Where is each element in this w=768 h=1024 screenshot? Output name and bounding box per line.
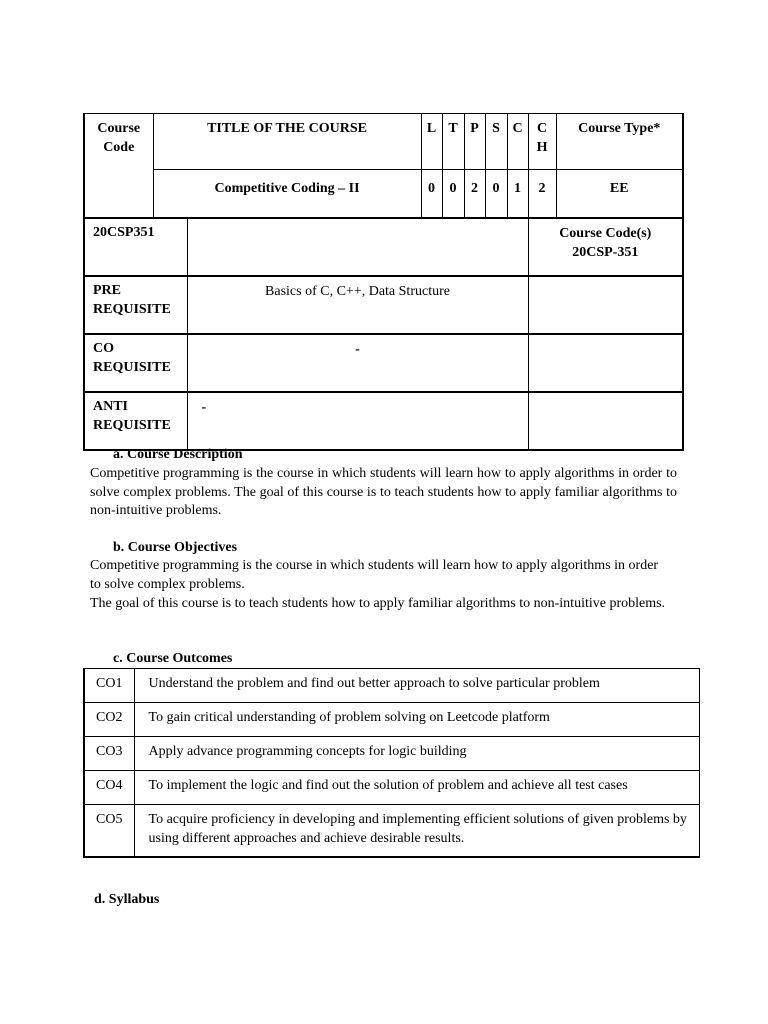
course-outcomes-heading: c. Course Outcomes [113, 651, 233, 666]
course-codes-cell [528, 218, 683, 276]
course-title: Competitive Coding – II [153, 170, 421, 219]
outcome-id: CO4 [84, 771, 134, 805]
empty-cell [528, 334, 683, 392]
pre-requisite-label: PRE REQUISITE [84, 276, 187, 334]
anti-requisite-value: - [187, 392, 528, 450]
course-code-label: Course Code [84, 114, 153, 219]
course-objectives-heading: b. Course Objectives [113, 540, 238, 555]
outcome-text: To gain critical understanding of problem solving on Leetcode platform [134, 703, 699, 737]
outcome-id: CO1 [84, 669, 134, 703]
course-objectives-line1: Competitive programming is the course in which students will learn how to apply algorithms in order to solve complex problems. [90, 558, 659, 592]
course-objectives-line2: The goal of this course is to teach students how to apply familiar algorithms to non-intuitive problems. [90, 596, 666, 611]
outcome-text: Understand the problem and find out better approach to solve particular problem [134, 669, 699, 703]
outcome-id: CO3 [84, 737, 134, 771]
outcome-text: Apply advance programming concepts for logic building [134, 737, 699, 771]
co-requisite-value: - [187, 334, 528, 392]
course-codes-value: 20CSP-351 [572, 244, 639, 260]
outcome-id: CO5 [84, 805, 134, 858]
credit-value-ch: 2 [528, 170, 556, 219]
table-row [84, 737, 699, 771]
credit-header-c: C [507, 114, 528, 170]
credit-header-l: L [421, 114, 442, 170]
empty-cell [187, 218, 528, 276]
credit-header-s: S [485, 114, 507, 170]
table-row [84, 771, 699, 805]
course-type-label: Course Type* [556, 114, 683, 170]
table-row [84, 703, 699, 737]
empty-cell [528, 392, 683, 450]
empty-cell [528, 276, 683, 334]
course-description-heading: a. Course Description [113, 447, 243, 462]
anti-requisite-label: ANTI REQUISITE [84, 392, 187, 450]
credit-value-p: 2 [464, 170, 485, 219]
table-row [84, 669, 699, 703]
outcome-text: To acquire proficiency in developing and implementing efficient solutions of given problems by using different approaches and achieve desirable results. [134, 805, 699, 858]
credit-header-ch: C H [528, 114, 556, 170]
course-type-value: EE [556, 170, 683, 219]
credit-header-p: P [464, 114, 485, 170]
syllabus-heading: d. Syllabus [94, 892, 160, 907]
credit-value-l: 0 [421, 170, 442, 219]
course-codes-label: Course Code(s) [559, 226, 652, 241]
pre-requisite-value: Basics of C, C++, Data Structure [187, 276, 528, 334]
co-requisite-label: CO REQUISITE [84, 334, 187, 392]
outcome-id: CO2 [84, 703, 134, 737]
course-outcomes-table [83, 668, 700, 858]
title-label: TITLE OF THE COURSE [153, 114, 421, 170]
course-description-text: Competitive programming is the course in which students will learn how to apply algorithms in order to solve complex problems. The goal of this course is to teach students how to apply familiar algorithms to non-intuitive problems. [90, 466, 677, 519]
credit-value-s: 0 [485, 170, 507, 219]
outcome-text: To implement the logic and find out the solution of problem and achieve all test cases [134, 771, 699, 805]
course-code-value: 20CSP351 [84, 218, 187, 276]
course-header-table [83, 113, 684, 451]
table-row [84, 805, 699, 858]
credit-value-c: 1 [507, 170, 528, 219]
credit-value-t: 0 [442, 170, 464, 219]
credit-header-t: T [442, 114, 464, 170]
